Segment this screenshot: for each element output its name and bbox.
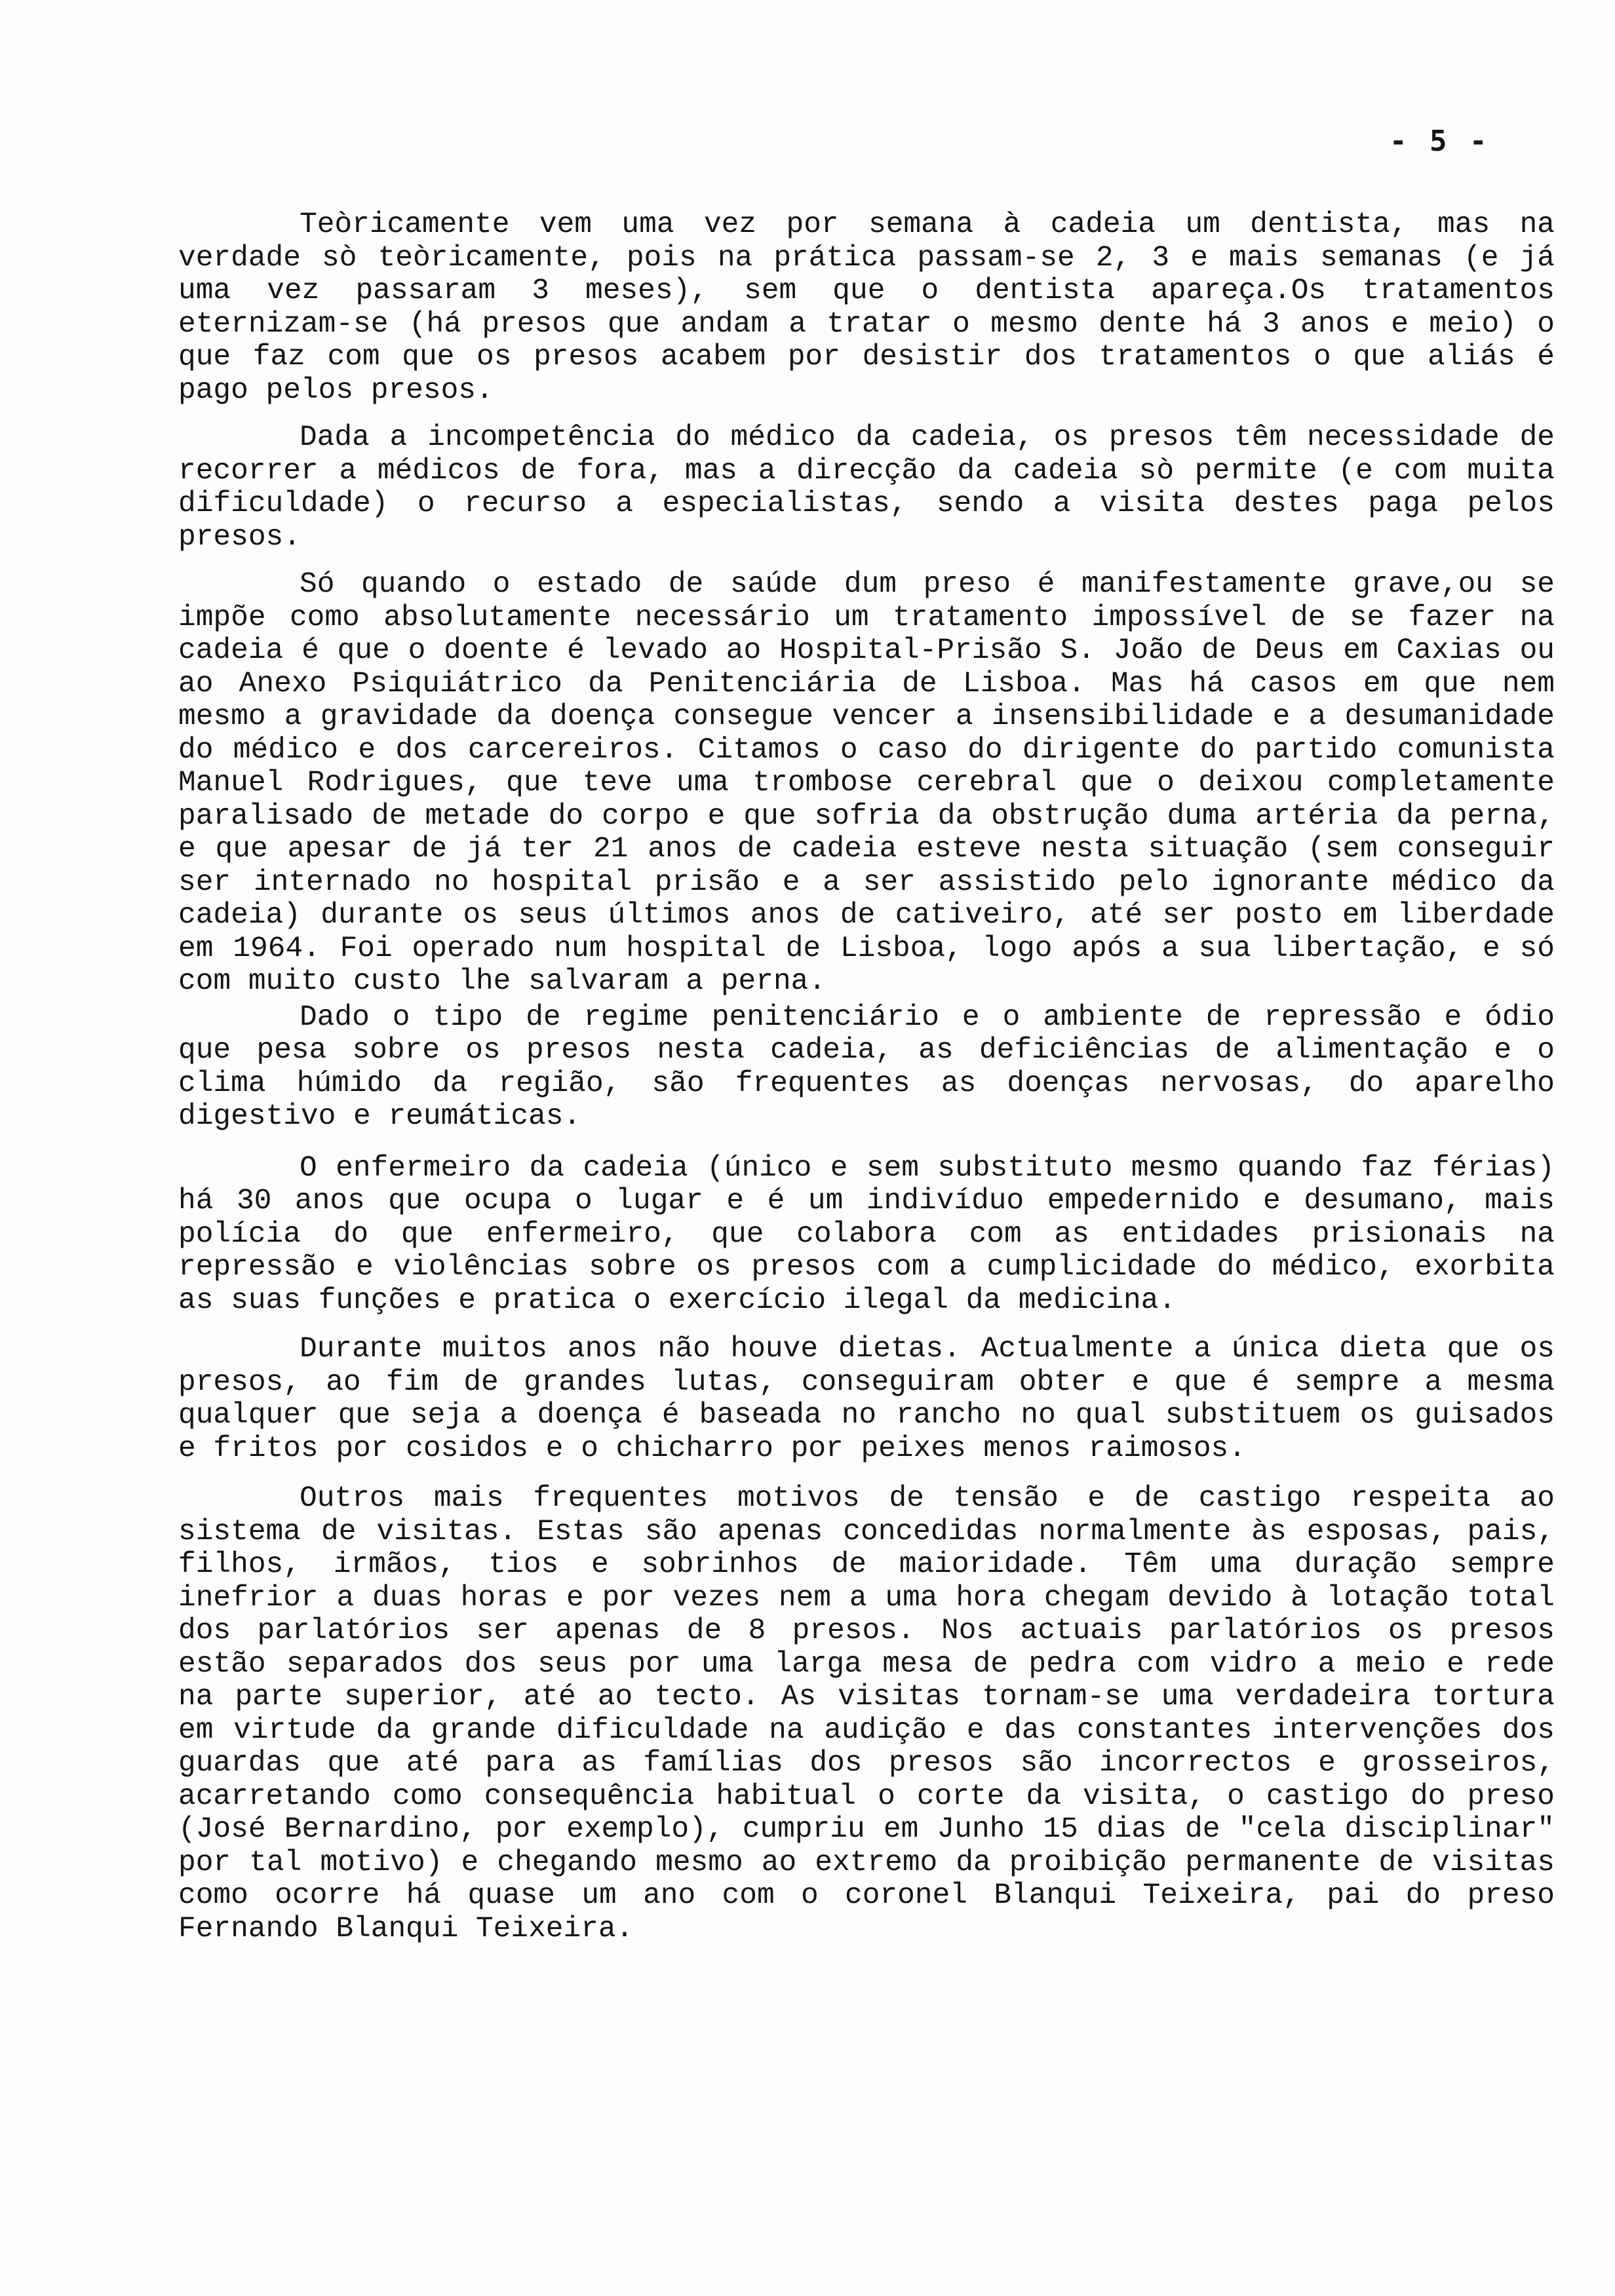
- paragraph-common-diseases: Dado o tipo de regime penitenciário e o ambiente de repressão e ódio que pesa sobre os presos nesta cadeia, as deficiências de alimentação e o clima húmido da região, são frequentes as doenças nervosas, do aparelho digestivo e reumáticas.: [178, 1001, 1555, 1133]
- paragraph-dentist: Teòricamente vem uma vez por semana à cadeia um dentista, mas na verdade sò teòricamente, pois na prática passam-se 2, 3 e mais semanas (e já uma vez passaram 3 meses), sem que o dentista apareça.Os tratamentos eternizam-se (há presos que andam a tratar o mesmo dente há 3 anos e meio) o que faz com que os presos acabem por desistir dos tratamentos o que aliás é pago pelos presos.: [178, 208, 1555, 407]
- page-number: - 5 -: [1390, 124, 1490, 158]
- paragraph-outside-doctors: Dada a incompetência do médico da cadeia, os presos têm necessidade de recorrer a médicos de fora, mas a direcção da cadeia sò permite (e com muita dificuldade) o recurso a especialistas, sendo a visita destes paga pelos presos.: [178, 421, 1555, 554]
- paragraph-nurse: O enfermeiro da cadeia (único e sem substituto mesmo quando faz férias) há 30 anos que ocupa o lugar e é um indivíduo empedernido e desumano, mais polícia do que enfermeiro, que colabora com as entidades prisionais na repressão e violências sobre os presos com a cumplicidade do médico, exorbita as suas funções e pratica o exercício ilegal da medicina.: [178, 1151, 1555, 1317]
- paragraph-diets: Durante muitos anos não houve dietas. Actualmente a única dieta que os presos, ao fim de grandes lutas, conseguiram obter e que é sempre a mesma qualquer que seja a doença é baseada no rancho no qual substituem os guisados e fritos por cosidos e o chicharro por peixes menos raimosos.: [178, 1333, 1555, 1465]
- paragraph-visits: Outros mais frequentes motivos de tensão e de castigo respeita ao sistema de visitas. Estas são apenas concedidas normalmente às esposas, pais, filhos, irmãos, tios e sobrinhos de maioridade. Têm uma duração sempre inefrior a duas horas e por vezes nem a uma hora chegam devido à lotação total dos parlatórios ser apenas de 8 presos. Nos actuais parlatórios os presos estão separados dos seus por uma larga mesa de pedra com vidro a meio e rede na parte superior, até ao tecto. As visitas tornam-se uma verdadeira tortura em virtude da grande dificuldade na audição e das constantes intervenções dos guardas que até para as famílias dos presos são incorrectos e grosseiros, acarretando como consequência habitual o corte da visita, o castigo do preso (José Bernardino, por exemplo), cumpriu em Junho 15 dias de "cela disciplinar" por tal motivo) e chegando mesmo ao extremo da proibição permanente de visitas como ocorre há quase um ano com o coronel Blanqui Teixeira, pai do preso Fernando Blanqui Teixeira.: [178, 1482, 1555, 1945]
- body-text: [178, 208, 1555, 1957]
- paragraph-hospital-transfer: Só quando o estado de saúde dum preso é manifestamente grave,ou se impõe como absolutamente necessário um tratamento impossível de se fazer na cadeia é que o doente é levado ao Hospital-Prisão S. João de Deus em Caxias ou ao Anexo Psiquiátrico da Penitenciária de Lisboa. Mas há casos em que nem mesmo a gravidade da doença consegue vencer a insensibilidade e a desumanidade do médico e dos carcereiros. Citamos o caso do dirigente do partido comunista Manuel Rodrigues, que teve uma trombose cerebral que o deixou completamente paralisado de metade do corpo e que sofria da obstrução duma artéria da perna, e que apesar de já ter 21 anos de cadeia esteve nesta situação (sem conseguir ser internado no hospital prisão e a ser assistido pelo ignorante médico da cadeia) durante os seus últimos anos de cativeiro, até ser posto em liberdade em 1964. Foi operado num hospital de Lisboa, logo após a sua libertação, e só com muito custo lhe salvaram a perna.: [178, 568, 1555, 998]
